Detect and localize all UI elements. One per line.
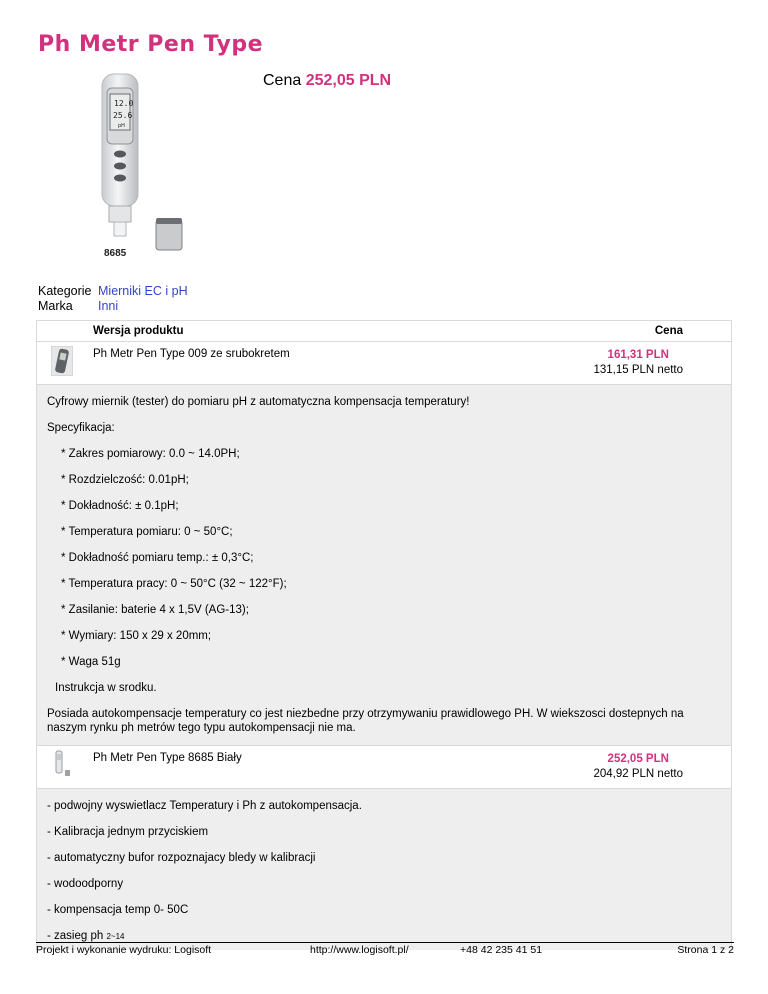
- spec-item: * Waga 51g: [61, 656, 121, 668]
- variant-description: [37, 385, 731, 746]
- variant-price: [593, 752, 683, 782]
- variant-net-price: 131,15 PLN netto: [593, 364, 683, 376]
- variant-gross-price: 252,05 PLN: [607, 753, 669, 765]
- spec-item: * Dokładność pomiaru temp.: ± 0,3°C;: [61, 552, 254, 564]
- feature-item: - Kalibracja jednym przyciskiem: [47, 826, 209, 838]
- description-paragraph: Posiada autokompensacje temperatury co jest niezbedne przy otrzymywaniu prawidlowego PH. W wiekszosci dostepnych na naszym rynku ph metrów tego typu autokompensacji nie ma.: [47, 708, 684, 734]
- footer-page-number: Strona 1 z 2: [677, 944, 734, 956]
- product-meta: [38, 284, 188, 314]
- variant-name: Ph Metr Pen Type 009 ze srubokretem: [93, 348, 290, 360]
- variant-thumbnail: [51, 346, 73, 376]
- spec-item: * Temperatura pomiaru: 0 ~ 50°C;: [61, 526, 233, 538]
- variant-name: Ph Metr Pen Type 8685 Biały: [93, 752, 242, 764]
- variant-price: [593, 348, 683, 378]
- footer-url[interactable]: http://www.logisoft.pl/: [310, 944, 409, 956]
- brand-label: Marka: [38, 299, 73, 313]
- variant-row[interactable]: [37, 746, 731, 789]
- description-paragraph: Instrukcja w srodku.: [55, 682, 157, 694]
- spec-item: * Temperatura pracy: 0 ~ 50°C (32 ~ 122°F);: [61, 578, 287, 590]
- column-header-version: Wersja produktu: [93, 325, 184, 337]
- feature-text: - zasieg ph: [47, 930, 104, 942]
- variants-table: [36, 320, 732, 950]
- page-title: Ph Metr Pen Type: [38, 32, 264, 57]
- product-image: [94, 72, 206, 260]
- feature-range: 2~14: [106, 932, 125, 941]
- feature-item: - kompensacja temp 0- 50C: [47, 904, 189, 916]
- page-footer: [36, 942, 734, 957]
- spec-item: * Wymiary: 150 x 29 x 20mm;: [61, 630, 212, 642]
- price-line: [263, 72, 391, 90]
- feature-item: - podwojny wyswietlacz Temperatury i Ph z autokompensacja.: [47, 800, 362, 812]
- column-header-price: Cena: [654, 325, 683, 337]
- device-screen-reading-1: 12.0: [114, 99, 134, 108]
- category-link[interactable]: Mierniki EC i pH: [98, 284, 188, 298]
- description-paragraph: Specyfikacja:: [47, 422, 115, 434]
- variant-row[interactable]: [37, 342, 731, 385]
- variants-header: [37, 321, 731, 342]
- variant-net-price: 204,92 PLN netto: [593, 768, 683, 780]
- feature-item: - automatyczny bufor rozpoznajacy bledy w kalibracji: [47, 852, 316, 864]
- image-caption: 8685: [104, 248, 127, 259]
- variant-thumbnail: [51, 750, 73, 780]
- spec-item: * Dokładność: ± 0.1pH;: [61, 500, 179, 512]
- feature-item: - wodoodporny: [47, 878, 124, 890]
- device-screen-reading-2: 25.6: [113, 111, 133, 120]
- price-label: Cena: [263, 72, 302, 89]
- footer-credit: Projekt i wykonanie wydruku: Logisoft: [36, 944, 212, 956]
- footer-phone: +48 42 235 41 51: [460, 944, 543, 956]
- variant-description: [37, 789, 731, 950]
- category-label: Kategorie: [38, 284, 92, 298]
- device-screen-unit: pH: [118, 123, 125, 129]
- spec-item: * Rozdzielczość: 0.01pH;: [61, 474, 189, 486]
- price-value: 252,05 PLN: [305, 72, 392, 89]
- spec-item: * Zasilanie: baterie 4 x 1,5V (AG-13);: [61, 604, 249, 616]
- spec-item: * Zakres pomiarowy: 0.0 ~ 14.0PH;: [61, 448, 240, 460]
- description-paragraph: Cyfrowy miernik (tester) do pomiaru pH z automatyczna kompensacja temperatury!: [47, 396, 470, 408]
- brand-link[interactable]: Inni: [98, 299, 119, 313]
- variant-gross-price: 161,31 PLN: [607, 349, 669, 361]
